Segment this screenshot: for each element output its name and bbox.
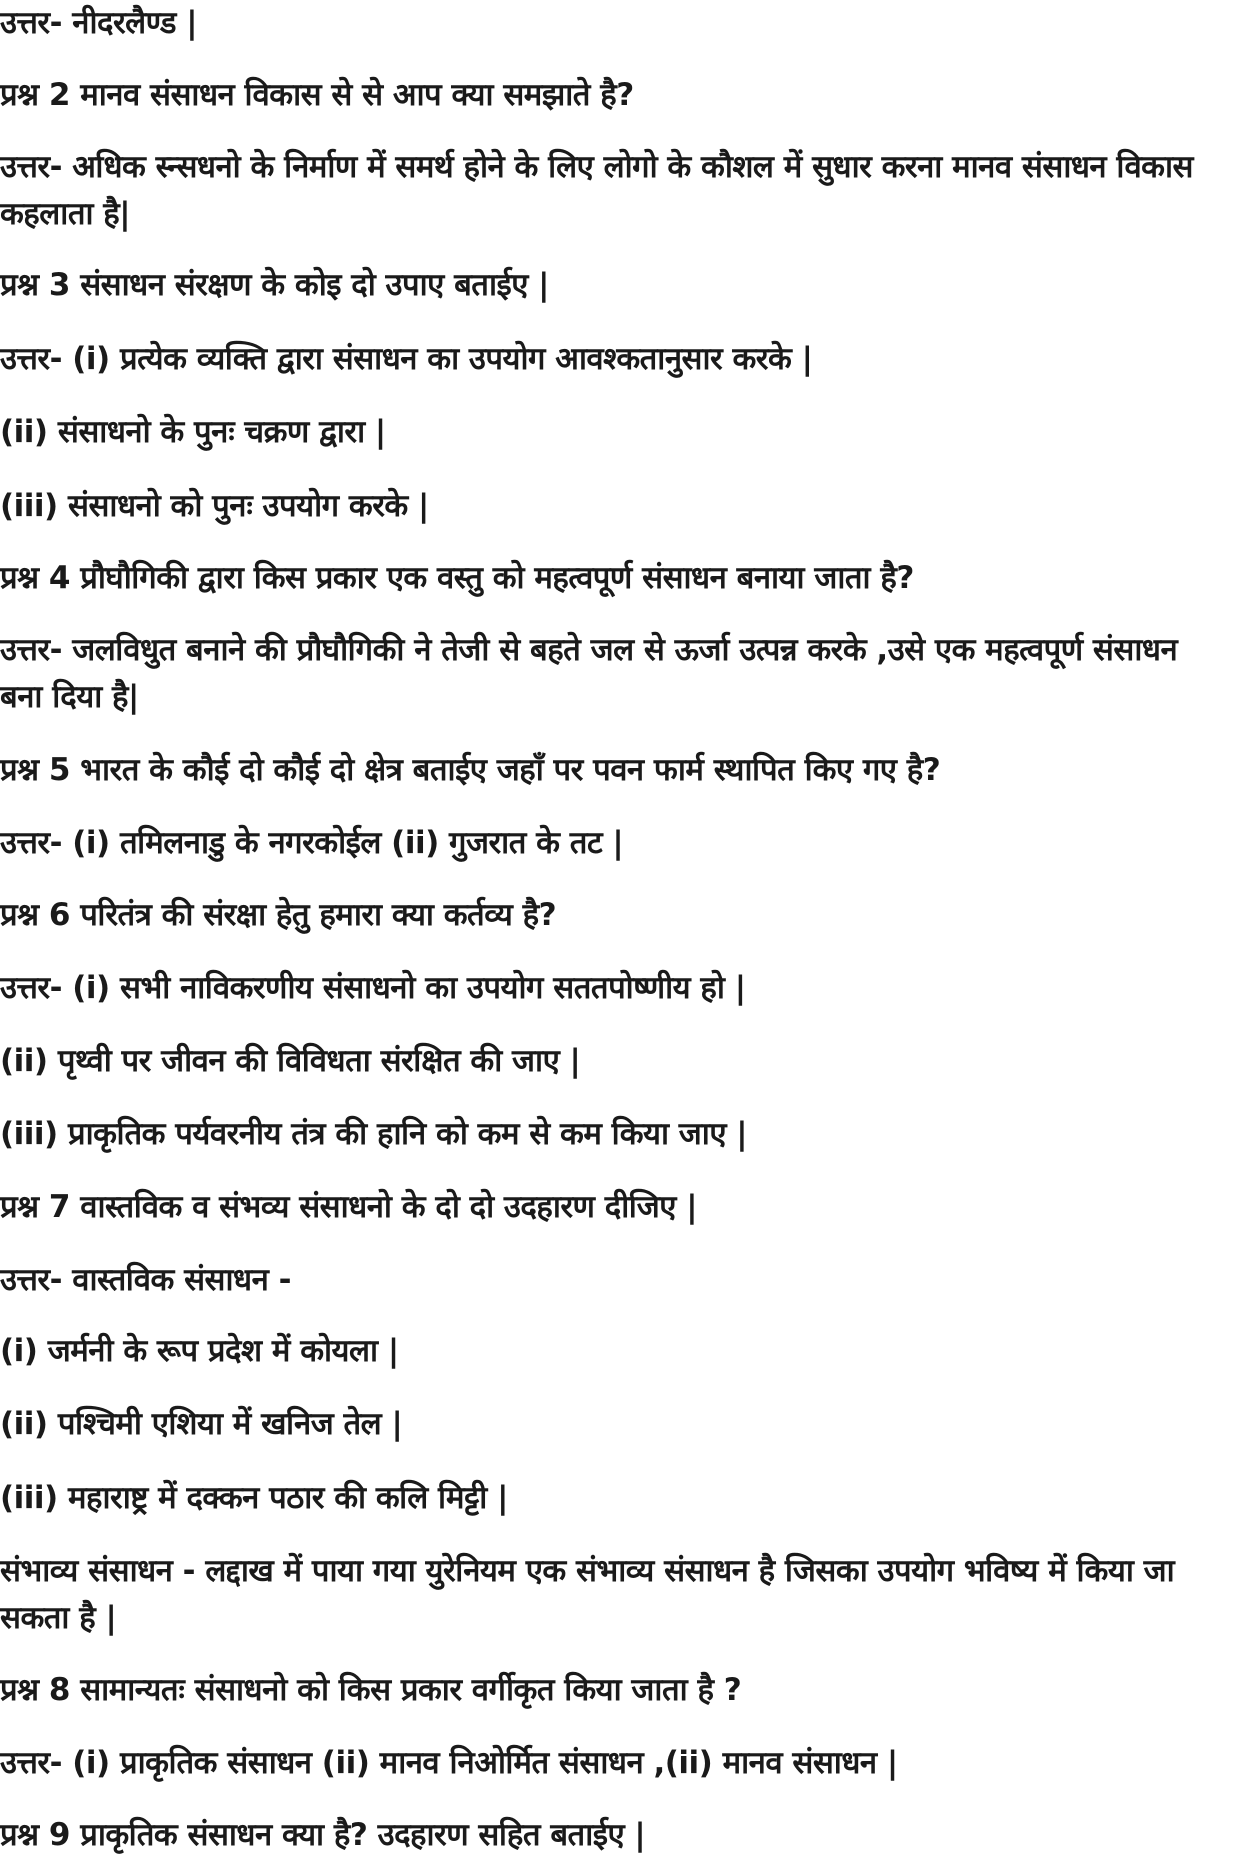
answer-3-point-3: (iii) संसाधनो को पुनः उपयोग करके | [0,488,429,524]
question-5: प्रश्न 5 भारत के कौई दो कौई दो क्षेत्र बताईए जहाँ पर पवन फार्म स्थापित किए गए है? [0,752,941,788]
answer-6-point-1: उत्तर- (i) सभी नाविकरणीय संसाधनो का उपयोग सततपोष्णीय हो | [0,970,746,1006]
answer-3-point-1: उत्तर- (i) प्रत्येक व्यक्ति द्वारा संसाधन का उपयोग आवश्कतानुसार करके | [0,341,813,377]
answer-7-point-3: (iii) महाराष्ट्र में दक्कन पठार की कलि मिट्टी | [0,1480,508,1516]
answer-4: उत्तर- जलविधुत बनाने की प्रौघौगिकी ने तेजी से बहते जल से ऊर्जा उत्पन्न करके ,उसे एक महत्वपूर्ण संसाधन बना दिया है| [0,632,1178,715]
answer-1: उत्तर- नीदरलैण्ड | [0,5,198,41]
question-8: प्रश्न 8 सामान्यतः संसाधनो को किस प्रकार वर्गीकृत किया जाता है ? [0,1672,742,1708]
answer-7-potential: संभाव्य संसाधन - लद्दाख में पाया गया युरेनियम एक संभाव्य संसाधन है जिसका उपयोग भविष्य में किया जा सकता है | [0,1553,1175,1636]
question-7: प्रश्न 7 वास्तविक व संभव्य संसाधनो के दो दो उदहारण दीजिए | [0,1189,698,1225]
question-2: प्रश्न 2 मानव संसाधन विकास से से आप क्या समझाते है? [0,77,634,113]
question-3: प्रश्न 3 संसाधन संरक्षण के कोइ दो उपाए बताईए | [0,267,549,303]
answer-7-point-2: (ii) पश्चिमी एशिया में खनिज तेल | [0,1406,403,1442]
question-4: प्रश्न 4 प्रौघौगिकी द्वारा किस प्रकार एक वस्तु को महत्वपूर्ण संसाधन बनाया जाता है? [0,560,914,596]
answer-5: उत्तर- (i) तमिलनाडु के नगरकोईल (ii) गुजरात के तट | [0,825,624,861]
answer-2: उत्तर- अधिक स्न्सधनो के निर्माण में समर्थ होने के लिए लोगो के कौशल में सुधार करना मानव संसाधन विकास कहलाता है| [0,149,1193,232]
answer-7-heading: उत्तर- वास्तविक संसाधन - [0,1262,291,1298]
answer-8: उत्तर- (i) प्राकृतिक संसाधन (ii) मानव निओर्मित संसाधन ,(ii) मानव संसाधन | [0,1745,898,1781]
answer-6-point-3: (iii) प्राकृतिक पर्यवरनीय तंत्र की हानि को कम से कम किया जाए | [0,1116,748,1152]
question-6: प्रश्न 6 परितंत्र की संरक्षा हेतु हमारा क्या कर्तव्य है? [0,897,557,933]
answer-6-point-2: (ii) पृथ्वी पर जीवन की विविधता संरक्षित की जाए | [0,1043,581,1079]
answer-7-point-1: (i) जर्मनी के रूप प्रदेश में कोयला | [0,1333,399,1369]
question-9: प्रश्न 9 प्राकृतिक संसाधन क्या है? उदहारण सहित बताईए | [0,1817,646,1853]
answer-3-point-2: (ii) संसाधनो के पुनः चक्रण द्वारा | [0,414,386,450]
